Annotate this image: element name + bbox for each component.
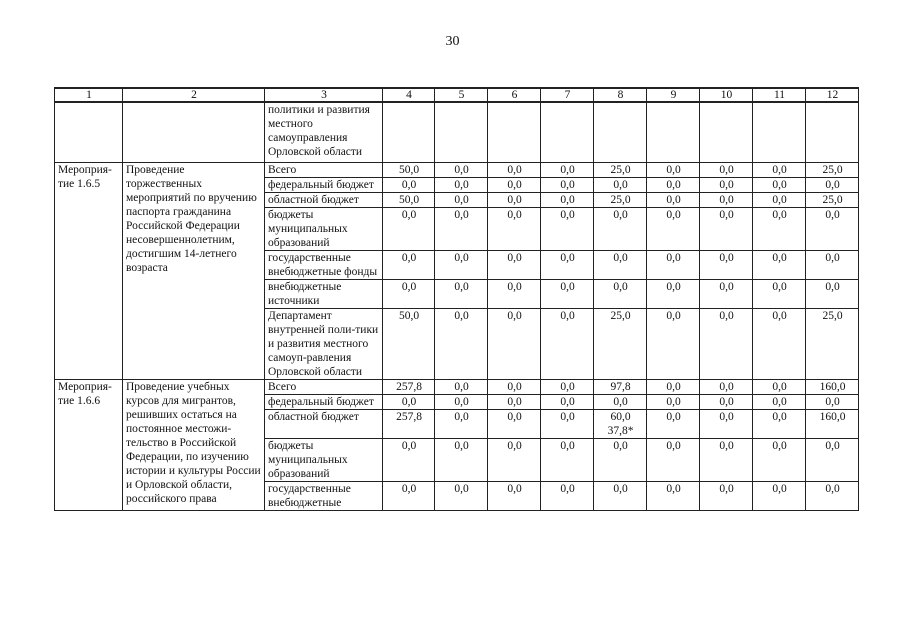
value-cell: 0,0 [541,250,594,279]
value-cell [700,102,753,162]
value-cell: 25,0 [806,162,859,177]
description-cell [123,102,265,162]
column-header-8: 8 [594,88,647,102]
value-cell: 50,0 [383,162,435,177]
funding-source: бюджеты муниципальных образований [265,438,383,481]
value-cell: 0,0 [806,250,859,279]
value-cell: 0,0 [488,438,541,481]
value-cell: 0,0 [435,207,488,250]
value-cell: 0,0 [435,177,488,192]
column-header-10: 10 [700,88,753,102]
activity-description: Проведение учебных курсов для мигрантов, решивших остаться на постоянное местожи-тельство в Российской Федерации, по изучению истории и культуры России и Орловской области, российского права [123,379,265,510]
value-cell: 0,0 [488,177,541,192]
source-cell: политики и развития местного самоуправления Орловской области [265,102,383,162]
value-cell: 25,0 [594,162,647,177]
value-cell: 0,0 [435,162,488,177]
column-header-4: 4 [383,88,435,102]
value-cell: 0,0 [435,308,488,379]
value-cell: 0,0 [488,192,541,207]
value-cell [383,102,435,162]
value-cell: 0,0 [806,207,859,250]
value-cell: 0,0 [647,192,700,207]
funding-source: Всего [265,379,383,394]
value-cell: 0,0 [488,279,541,308]
value-cell: 0,0 [647,394,700,409]
value-cell: 0,0 [383,177,435,192]
value-cell: 0,0 [806,177,859,192]
header-row [55,88,859,102]
activity-code: Мероприя-тие 1.6.5 [55,162,123,379]
value-cell: 25,0 [594,308,647,379]
value-cell: 25,0 [806,308,859,379]
value-cell: 0,0 [594,250,647,279]
value-cell: 0,0 [700,250,753,279]
value-cell: 0,0 [700,192,753,207]
value-cell: 0,0 [488,394,541,409]
value-cell: 0,0 [753,379,806,394]
column-header-9: 9 [647,88,700,102]
value-cell: 0,0 [753,162,806,177]
value-cell: 0,0 [383,279,435,308]
funding-source: Всего [265,162,383,177]
value-cell: 0,0 [753,394,806,409]
value-cell: 0,0 [594,481,647,510]
value-cell: 0,0 [700,481,753,510]
continuation-row [55,102,859,162]
value-cell: 0,0 [435,279,488,308]
page-number: 30 [445,34,460,49]
value-cell: 0,0 [753,177,806,192]
value-cell: 0,0 [806,279,859,308]
value-cell [594,102,647,162]
value-cell [541,102,594,162]
value-cell: 0,0 [435,250,488,279]
column-header-12: 12 [806,88,859,102]
value-cell: 0,0 [753,438,806,481]
value-cell: 0,0 [647,250,700,279]
value-cell: 0,0 [753,308,806,379]
value-cell [488,102,541,162]
value-cell: 0,0 [435,438,488,481]
column-header-7: 7 [541,88,594,102]
value-cell: 0,0 [700,379,753,394]
value-cell: 0,0 [383,207,435,250]
value-cell: 0,0 [488,379,541,394]
value-cell [594,409,647,438]
funding-source: государственные внебюджетные фонды [265,250,383,279]
value-cell: 0,0 [700,177,753,192]
value-cell: 160,0 [806,379,859,394]
value-cell: 0,0 [435,192,488,207]
value-cell: 0,0 [700,279,753,308]
table-row [55,379,859,394]
value-cell [753,102,806,162]
funding-source: внебюджетные источники [265,279,383,308]
value-line: 37,8* [607,424,634,437]
funding-source: Департамент внутренней поли-тики и развития местного самоуп-равления Орловской области [265,308,383,379]
value-cell: 0,0 [700,162,753,177]
value-cell: 0,0 [488,250,541,279]
value-cell: 0,0 [647,379,700,394]
value-cell: 0,0 [647,409,700,438]
table-row [55,162,859,177]
value-cell: 0,0 [541,192,594,207]
value-cell: 0,0 [488,207,541,250]
column-header-2: 2 [123,88,265,102]
value-cell: 0,0 [753,192,806,207]
column-header-6: 6 [488,88,541,102]
value-cell: 0,0 [383,481,435,510]
value-cell: 0,0 [435,409,488,438]
funding-source: федеральный бюджет [265,394,383,409]
value-cell: 0,0 [753,250,806,279]
value-cell: 0,0 [647,162,700,177]
value-cell: 0,0 [806,438,859,481]
value-cell: 25,0 [806,192,859,207]
budget-table [54,87,859,511]
value-cell: 0,0 [753,279,806,308]
value-cell: 0,0 [383,438,435,481]
code-cell [55,102,123,162]
value-cell: 0,0 [541,438,594,481]
value-cell: 257,8 [383,379,435,394]
funding-source: бюджеты муниципальных образований [265,207,383,250]
value-cell: 0,0 [806,394,859,409]
value-cell: 50,0 [383,308,435,379]
value-cell: 0,0 [541,279,594,308]
value-cell: 0,0 [488,162,541,177]
value-cell: 0,0 [435,394,488,409]
activity-description: Проведение торжественных мероприятий по вручению паспорта гражданина Российской Федерации несовершеннолетним, достигшим 14-летнего возраста [123,162,265,379]
value-cell: 50,0 [383,192,435,207]
value-cell: 0,0 [647,207,700,250]
value-cell: 0,0 [594,177,647,192]
value-cell [806,102,859,162]
value-cell: 0,0 [806,481,859,510]
value-cell: 0,0 [541,308,594,379]
value-cell: 0,0 [488,409,541,438]
column-header-1: 1 [55,88,123,102]
column-header-11: 11 [753,88,806,102]
value-cell: 0,0 [594,207,647,250]
value-cell: 257,8 [383,409,435,438]
value-cell: 0,0 [383,250,435,279]
value-cell: 25,0 [594,192,647,207]
value-cell: 0,0 [541,207,594,250]
value-cell: 0,0 [647,438,700,481]
value-cell: 0,0 [488,481,541,510]
funding-source: государственные внебюджетные [265,481,383,510]
funding-source: областной бюджет [265,192,383,207]
value-cell: 0,0 [435,481,488,510]
value-cell: 0,0 [541,481,594,510]
activity-code: Мероприя-тие 1.6.6 [55,379,123,510]
value-cell: 0,0 [647,481,700,510]
value-cell: 0,0 [594,438,647,481]
value-cell: 0,0 [753,481,806,510]
value-cell: 0,0 [700,394,753,409]
value-line: 60,0 [610,410,631,423]
value-cell: 97,8 [594,379,647,394]
column-header-5: 5 [435,88,488,102]
value-cell: 0,0 [700,308,753,379]
value-cell: 0,0 [753,409,806,438]
value-cell [435,102,488,162]
value-cell: 0,0 [647,279,700,308]
value-cell: 160,0 [806,409,859,438]
value-cell: 0,0 [541,394,594,409]
funding-source: федеральный бюджет [265,177,383,192]
value-cell: 0,0 [753,207,806,250]
value-cell: 0,0 [488,308,541,379]
value-cell: 0,0 [647,308,700,379]
value-cell: 0,0 [594,279,647,308]
value-cell: 0,0 [700,438,753,481]
value-cell: 0,0 [541,409,594,438]
funding-source: областной бюджет [265,409,383,438]
value-cell: 0,0 [700,409,753,438]
value-cell: 0,0 [541,379,594,394]
value-cell: 0,0 [541,162,594,177]
column-header-3: 3 [265,88,383,102]
value-cell: 0,0 [435,379,488,394]
value-cell: 0,0 [594,394,647,409]
value-cell [647,102,700,162]
value-cell: 0,0 [383,394,435,409]
value-cell: 0,0 [541,177,594,192]
value-cell: 0,0 [700,207,753,250]
value-cell: 0,0 [647,177,700,192]
